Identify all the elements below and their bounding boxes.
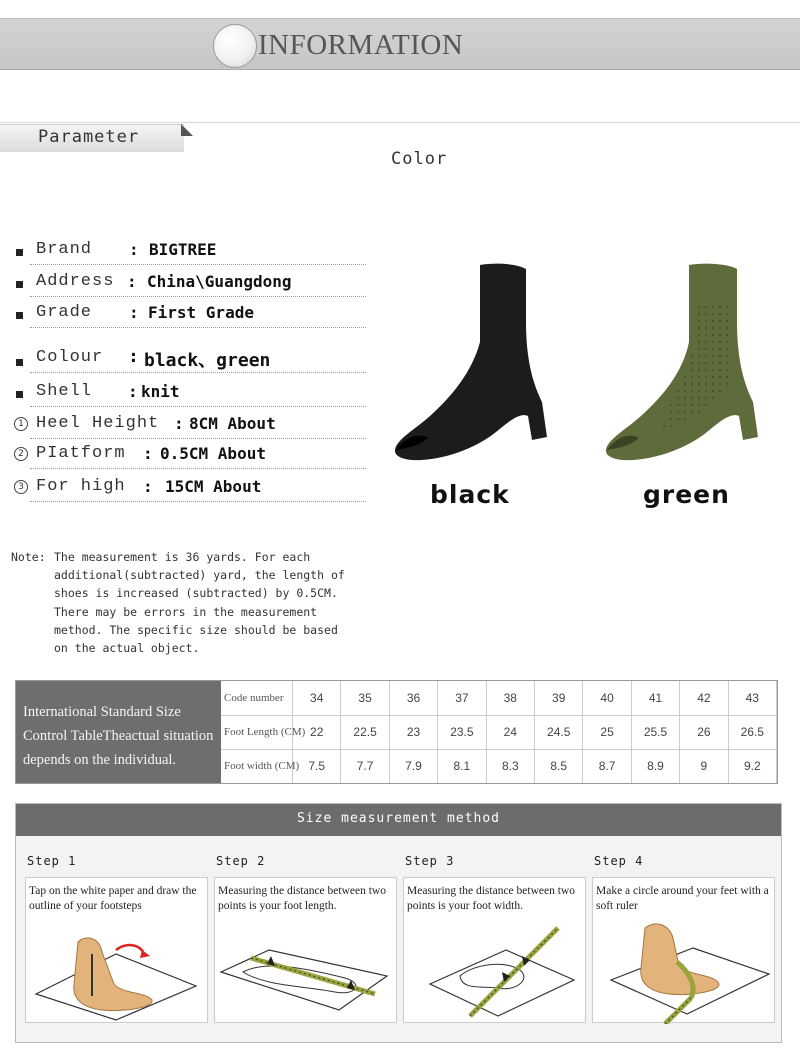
spec-key: Brand	[36, 240, 93, 259]
parameter-tab-notch	[181, 124, 193, 136]
code-number-cell: 43	[729, 681, 777, 715]
green-color-label: green	[643, 480, 730, 509]
square-bullet-icon	[16, 281, 23, 288]
dotted-divider	[30, 501, 366, 502]
foot-length-cell: 26	[680, 715, 728, 749]
spec-separator: :	[143, 444, 153, 463]
spec-value: knit	[141, 382, 180, 401]
square-bullet-icon	[16, 249, 23, 256]
spec-value: BIGTREE	[149, 240, 217, 259]
step-3-title: Step 3	[405, 854, 455, 868]
step-2-card	[214, 877, 397, 1023]
foot-width-illustration	[404, 914, 587, 1024]
foot-width-cell: 7.9	[390, 749, 438, 783]
spec-value: China\Guangdong	[147, 272, 292, 291]
spec-key: Shell	[36, 382, 93, 401]
step-1-card	[25, 877, 208, 1023]
code-number-cell: 36	[390, 681, 438, 715]
information-banner	[0, 18, 800, 70]
note-prefix: Note:	[11, 550, 46, 564]
spec-row-platform	[0, 442, 370, 472]
spec-key: Address	[36, 272, 115, 291]
color-heading: Color	[391, 149, 448, 169]
foot-outline-illustration	[26, 914, 209, 1024]
note-body: The measurement is 36 yards. For each additional(subtracted) yard, the length of shoes is increased (subtracted) by 0.5CM. There may be errors in the measurement method. The specific size should be based on the actual object.	[54, 550, 345, 656]
dotted-divider	[30, 327, 366, 328]
code-number-cell: 35	[341, 681, 389, 715]
dotted-divider	[30, 406, 366, 407]
spec-separator: :	[128, 346, 139, 367]
foot-width-cell: 9.2	[729, 749, 777, 783]
foot-length-cell: 23	[390, 715, 438, 749]
foot-length-cell: 25	[583, 715, 631, 749]
foot-width-cell: 9	[680, 749, 728, 783]
soft-ruler-illustration	[593, 914, 776, 1024]
foot-length-cell: 22	[293, 715, 341, 749]
number-3-icon: 3	[14, 480, 28, 494]
banner-title: INFORMATION	[258, 29, 464, 61]
spec-separator: :	[129, 303, 139, 322]
spec-row-heel-height	[0, 412, 370, 442]
foot-length-cell: 24	[487, 715, 535, 749]
section-divider	[0, 122, 800, 123]
spec-separator: :	[129, 240, 139, 259]
spec-row-address	[0, 270, 370, 300]
measurement-header	[16, 804, 781, 836]
foot-width-cell: 8.1	[438, 749, 486, 783]
foot-width-cell: 8.9	[632, 749, 680, 783]
foot-length-cell: 23.5	[438, 715, 486, 749]
row-label-length: Foot Length (CM)	[221, 715, 293, 749]
dotted-divider	[30, 438, 366, 439]
code-number-cell: 38	[487, 681, 535, 715]
code-number-cell: 41	[632, 681, 680, 715]
step-1-description: Tap on the white paper and draw the outline of your footsteps	[29, 885, 197, 912]
spec-value: 0.5CM About	[160, 444, 266, 463]
spec-row-brand	[0, 238, 370, 268]
spec-key: Heel Height	[36, 414, 160, 433]
spec-separator: :	[127, 272, 137, 291]
parameter-tab-label: Parameter	[38, 127, 140, 147]
number-2-icon: 2	[14, 447, 28, 461]
spec-row-grade	[0, 301, 370, 331]
spec-value: First Grade	[148, 303, 254, 322]
code-number-cell: 39	[535, 681, 583, 715]
row-label-width: Foot width (CM)	[221, 749, 293, 783]
size-table	[15, 680, 778, 784]
black-color-label: black	[430, 480, 510, 509]
size-table-caption-cell	[16, 681, 221, 783]
dotted-divider	[30, 468, 366, 469]
measurement-title: Size measurement method	[296, 811, 500, 826]
foot-length-cell: 26.5	[729, 715, 777, 749]
spec-value: black、green	[144, 350, 271, 371]
step-4-card	[592, 877, 775, 1023]
foot-width-cell: 8.3	[487, 749, 535, 783]
row-label-code: Code number	[221, 681, 293, 715]
black-boot-image	[392, 262, 552, 462]
code-number-cell: 34	[293, 681, 341, 715]
foot-width-cell: 8.7	[583, 749, 631, 783]
spec-key: For high	[36, 477, 126, 496]
foot-length-cell: 22.5	[341, 715, 389, 749]
foot-width-cell: 8.5	[535, 749, 583, 783]
dotted-divider	[30, 264, 366, 265]
square-bullet-icon	[16, 391, 23, 398]
foot-width-cell: 7.5	[293, 749, 341, 783]
foot-length-illustration	[215, 914, 398, 1024]
step-2-description: Measuring the distance between two points is your foot length.	[218, 885, 386, 912]
step-1-title: Step 1	[27, 854, 77, 868]
foot-length-cell: 24.5	[535, 715, 583, 749]
spec-value: 15CM About	[165, 477, 262, 496]
banner-circle-ornament	[213, 24, 257, 68]
step-4-description: Make a circle around your feet with a soft ruler	[596, 885, 769, 912]
foot-width-cell: 7.7	[341, 749, 389, 783]
number-1-icon: 1	[14, 417, 28, 431]
step-4-title: Step 4	[594, 854, 644, 868]
spec-key: PIatform	[36, 444, 126, 463]
foot-length-cell: 25.5	[632, 715, 680, 749]
green-boot-image	[605, 262, 765, 462]
spec-key: Grade	[36, 303, 93, 322]
square-bullet-icon	[16, 359, 23, 366]
spec-row-for-high	[0, 475, 370, 505]
step-2-title: Step 2	[216, 854, 266, 868]
square-bullet-icon	[16, 312, 23, 319]
spec-separator: :	[143, 477, 153, 496]
spec-value: 8CM About	[189, 414, 276, 433]
spec-separator: :	[128, 382, 138, 401]
dotted-divider	[30, 296, 366, 297]
step-3-card	[403, 877, 586, 1023]
spec-row-shell	[0, 380, 370, 410]
step-3-description: Measuring the distance between two points is your foot width.	[407, 885, 575, 912]
code-number-cell: 42	[680, 681, 728, 715]
spec-separator: :	[174, 414, 184, 433]
code-number-cell: 40	[583, 681, 631, 715]
spec-key: Colour	[36, 348, 104, 367]
spec-row-colour	[0, 346, 370, 376]
dotted-divider	[30, 372, 366, 373]
code-number-cell: 37	[438, 681, 486, 715]
size-table-caption: International Standard Size Control TableTheactual situation depends on the individual.	[23, 704, 214, 768]
